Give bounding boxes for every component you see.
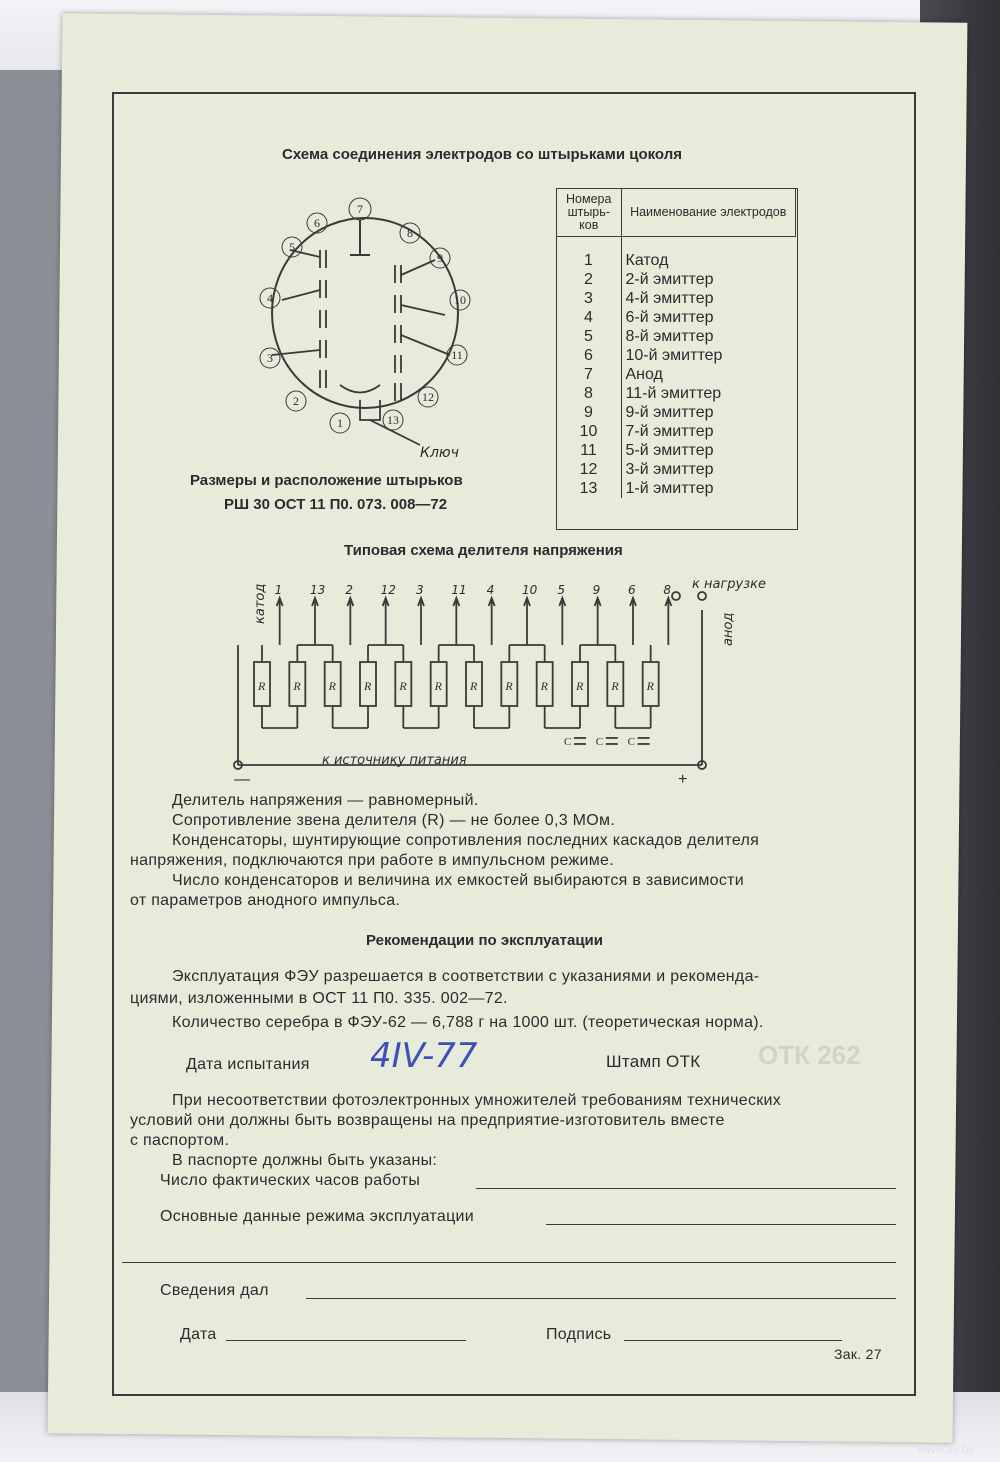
- electrode-pin-number: 10: [557, 422, 622, 441]
- returns-line-1: При несоответствии фотоэлектронных умножителей требованиям технических: [172, 1092, 782, 1109]
- pin-11: 11: [451, 348, 463, 362]
- electrode-pin-number: 2: [557, 270, 622, 289]
- resistor-label: R: [364, 679, 372, 693]
- divider-tap-label: 2: [345, 583, 353, 597]
- electrode-name: 1-й эмиттер: [625, 480, 714, 497]
- electrode-row: [557, 346, 796, 365]
- electrode-row: [557, 422, 796, 441]
- resistor-label: R: [258, 679, 266, 693]
- divider-tap-label: 4: [486, 583, 495, 597]
- note-uniform: Делитель напряжения — равномерный.: [172, 792, 479, 809]
- col-pin-number-header: Номера штырь- ков: [557, 189, 622, 237]
- pin-7: 7: [357, 202, 363, 216]
- divider-tap-label: 10: [522, 583, 538, 597]
- electrode-row: [557, 365, 796, 384]
- resistor-label: R: [576, 679, 584, 693]
- test-date-handwritten: 4IV-77: [370, 1036, 478, 1076]
- watermark: www.ay.by: [918, 1442, 975, 1456]
- date-label: Дата: [180, 1326, 217, 1343]
- electrode-row: [557, 403, 796, 422]
- resistor-label: R: [293, 679, 301, 693]
- pin-1: 1: [337, 416, 343, 430]
- electrode-pin-number: 11: [557, 441, 622, 460]
- electrode-pin-number: 1: [557, 251, 622, 270]
- pin-13: 13: [387, 413, 399, 427]
- electrode-name: 6-й эмиттер: [625, 309, 714, 326]
- note-capacitors-2: напряжения, подключаются при работе в импульсном режиме.: [130, 852, 614, 869]
- pin-4: 4: [267, 291, 273, 305]
- pin-diagram-title: Схема соединения электродов со штырьками цоколя: [282, 146, 682, 163]
- resistor-label: R: [505, 679, 513, 693]
- silver-content: Количество серебра в ФЭУ-62 — 6,788 г на 1000 шт. (теоретическая норма).: [172, 1014, 764, 1031]
- resistor-label: R: [646, 679, 655, 693]
- key-label: Ключ: [420, 445, 459, 461]
- electrode-pin-number: 9: [557, 403, 622, 422]
- divider-tap-label: 1: [274, 583, 283, 597]
- returns-line-2: условий они должны быть возвращены на предприятие-изготовитель вместе: [130, 1112, 725, 1129]
- col-electrode-name-header: Наименование электродов: [621, 189, 796, 237]
- note-count-1: Число конденсаторов и величина их емкостей выбираются в зависимости: [172, 872, 744, 889]
- recommendations-p1-line2: циями, изложенными в ОСТ 11 П0. 335. 002—72.: [130, 990, 508, 1007]
- electrode-row: [557, 384, 796, 403]
- note-resistance: Сопротивление звена делителя (R) — не более 0,3 МОм.: [172, 812, 616, 829]
- electrode-row: [557, 460, 796, 479]
- electrode-name: 9-й эмиттер: [625, 404, 714, 421]
- recommendations-p1-line1: Эксплуатация ФЭУ разрешается в соответствии с указаниями и рекоменда-: [172, 968, 760, 985]
- divider-tap-label: 13: [310, 583, 326, 597]
- pin-8: 8: [407, 226, 413, 240]
- capacitor-label: С: [627, 736, 635, 748]
- electrode-row: [557, 289, 796, 308]
- stamp-label: Штамп ОТК: [606, 1052, 701, 1071]
- capacitor-label: С: [595, 736, 604, 748]
- electrode-name: 2-й эмиттер: [625, 271, 714, 288]
- pin-10: 10: [454, 293, 466, 307]
- electrode-row: [557, 251, 796, 270]
- divider-tap-label: 9: [592, 583, 601, 597]
- electrode-row: [557, 308, 796, 327]
- load-label: к нагрузке: [692, 577, 766, 592]
- pin-2: 2: [293, 394, 299, 408]
- electrode-pin-number: 7: [557, 365, 622, 384]
- electrode-row: [557, 441, 796, 460]
- electrode-name: 11-й эмиттер: [625, 385, 722, 402]
- plus-sign: +: [678, 771, 688, 788]
- mode-blank-2[interactable]: [122, 1262, 896, 1263]
- info-label: Сведения дал: [160, 1282, 269, 1299]
- electrode-row: [557, 479, 796, 498]
- date-blank[interactable]: [226, 1340, 466, 1341]
- pin-12: 12: [422, 390, 434, 404]
- divider-tap-label: 12: [380, 583, 396, 597]
- minus-sign: —: [234, 771, 250, 788]
- divider-tap-label: 5: [557, 583, 565, 597]
- hours-blank[interactable]: [476, 1188, 896, 1189]
- resistor-label: R: [470, 679, 478, 693]
- sizes-line-1: Размеры и расположение штырьков: [190, 472, 463, 489]
- returns-line-4: В паспорте должны быть указаны:: [172, 1152, 438, 1169]
- supply-label: к источнику питания: [322, 753, 467, 768]
- divider-tap-label: 6: [628, 583, 636, 597]
- electrode-name: 8-й эмиттер: [625, 328, 714, 345]
- anode-label: анод: [721, 612, 736, 646]
- pin-5: 5: [289, 240, 295, 254]
- mode-blank[interactable]: [546, 1224, 896, 1225]
- cathode-label: катод: [253, 583, 268, 624]
- electrode-name: 3-й эмиттер: [625, 461, 714, 478]
- info-blank[interactable]: [306, 1298, 896, 1299]
- note-count-2: от параметров анодного импульса.: [130, 892, 401, 909]
- note-capacitors-1: Конденсаторы, шунтирующие сопротивления последних каскадов делителя: [172, 832, 760, 849]
- electrode-pin-number: 12: [557, 460, 622, 479]
- sizes-line-2: РШ 30 ОСТ 11 П0. 073. 008—72: [224, 496, 448, 513]
- order-number: Зак. 27: [834, 1346, 882, 1362]
- electrode-pin-number: 5: [557, 327, 622, 346]
- resistor-label: R: [540, 679, 549, 693]
- electrode-name: 7-й эмиттер: [625, 423, 714, 440]
- electrode-pin-number: 6: [557, 346, 622, 365]
- recommendations-title: Рекомендации по эксплуатации: [366, 932, 603, 949]
- resistor-label: R: [611, 679, 619, 693]
- mode-label: Основные данные режима эксплуатации: [160, 1208, 475, 1225]
- divider-tap-label: 8: [663, 583, 671, 597]
- signature-blank[interactable]: [624, 1340, 842, 1341]
- otk-stamp: ОТК 262: [758, 1040, 861, 1070]
- resistor-label: R: [399, 679, 407, 693]
- voltage-divider-diagram: [222, 570, 782, 792]
- electrode-name: Анод: [625, 366, 663, 383]
- electrode-row: [557, 270, 796, 289]
- signature-label: Подпись: [546, 1326, 612, 1343]
- resistor-label: R: [434, 679, 443, 693]
- pin-9: 9: [437, 251, 443, 265]
- electrode-table: [556, 188, 796, 498]
- electrode-pin-number: 8: [557, 384, 622, 403]
- electrode-name: Катод: [625, 252, 669, 269]
- divider-tap-label: 11: [451, 583, 467, 597]
- pin-connection-diagram: [250, 195, 490, 465]
- returns-line-3: с паспортом.: [130, 1132, 230, 1149]
- electrode-pin-number: 13: [557, 479, 622, 498]
- resistor-label: R: [328, 679, 337, 693]
- electrode-name: 10-й эмиттер: [625, 347, 723, 364]
- hours-label: Число фактических часов работы: [160, 1172, 421, 1189]
- pin-6: 6: [314, 216, 320, 230]
- electrode-name: 4-й эмиттер: [625, 290, 714, 307]
- electrode-pin-number: 3: [557, 289, 622, 308]
- electrode-pin-number: 4: [557, 308, 622, 327]
- divider-title: Типовая схема делителя напряжения: [344, 542, 623, 559]
- capacitor-label: С: [564, 736, 572, 748]
- electrode-row: [557, 327, 796, 346]
- pin-3: 3: [267, 351, 273, 365]
- test-date-label: Дата испытания: [186, 1056, 310, 1073]
- divider-tap-label: 3: [416, 583, 424, 597]
- electrode-name: 5-й эмиттер: [625, 442, 714, 459]
